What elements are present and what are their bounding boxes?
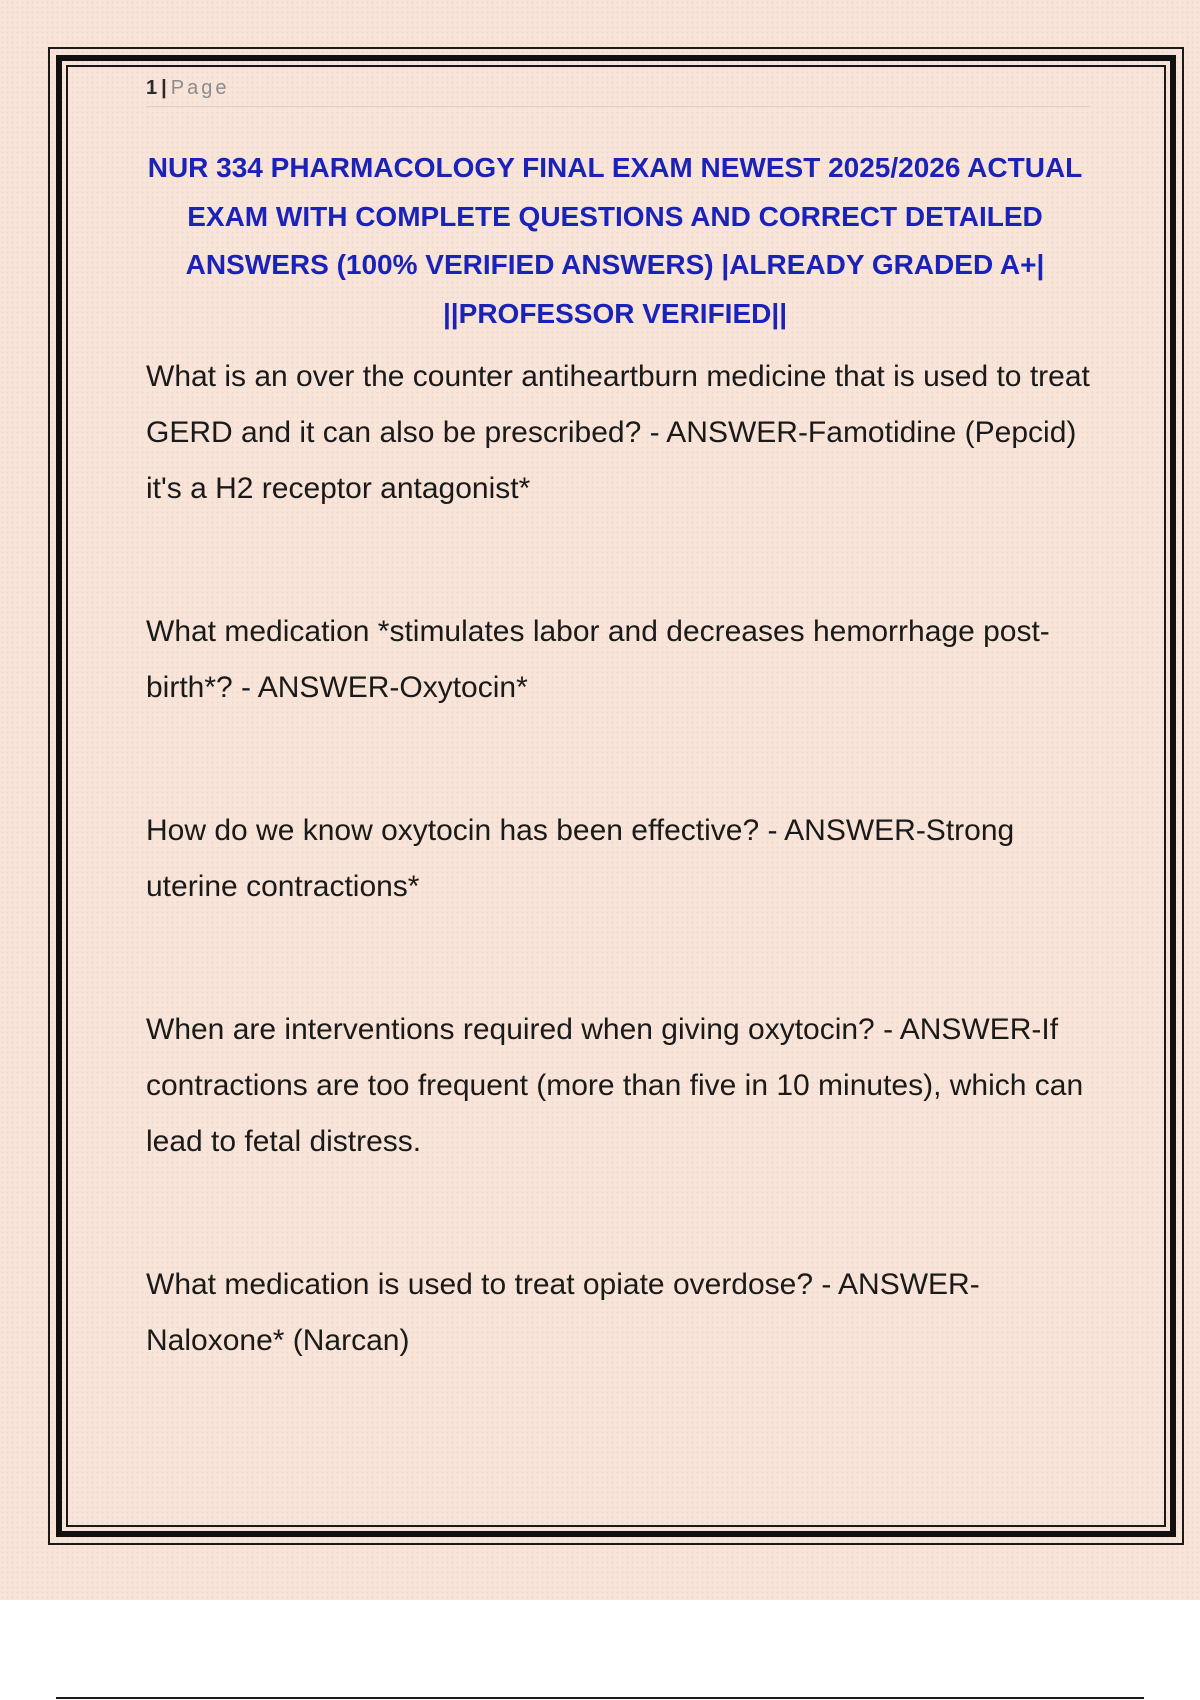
footer-rule [56, 1697, 1144, 1699]
page-separator: | [161, 77, 167, 99]
qa-item-1: What is an over the counter antiheartburn medicine that is used to treat GERD and it can also be prescribed? - ANSWER-Famotidine (Pepcid) it's a H2 receptor antagonist* [146, 360, 1090, 505]
page-label: Page [170, 77, 230, 99]
document-title: NUR 334 PHARMACOLOGY FINAL EXAM NEWEST 2025/2026 ACTUAL EXAM WITH COMPLETE QUESTIONS AND CORRECT DETAILED ANSWERS (100% VERIFIED ANSWERS) |ALREADY GRADED A+| ||PROFESSOR VERIFIED|| [147, 152, 1083, 329]
page-header [146, 74, 1090, 107]
qa-item-2: What medication *stimulates labor and decreases hemorrhage post-birth*? - ANSWER-Oxytocin* [146, 615, 1050, 704]
qa-item-5: What medication is used to treat opiate overdose? - ANSWER-Naloxone* (Narcan) [146, 1268, 980, 1357]
page-number: 1 [146, 77, 158, 99]
qa-list [146, 349, 1096, 1456]
qa-item-3: How do we know oxytocin has been effective? - ANSWER-Strong uterine contractions* [146, 814, 1015, 903]
qa-item-4: When are interventions required when giving oxytocin? - ANSWER-If contractions are too frequent (more than five in 10 minutes), which can lead to fetal distress. [146, 1013, 1084, 1158]
